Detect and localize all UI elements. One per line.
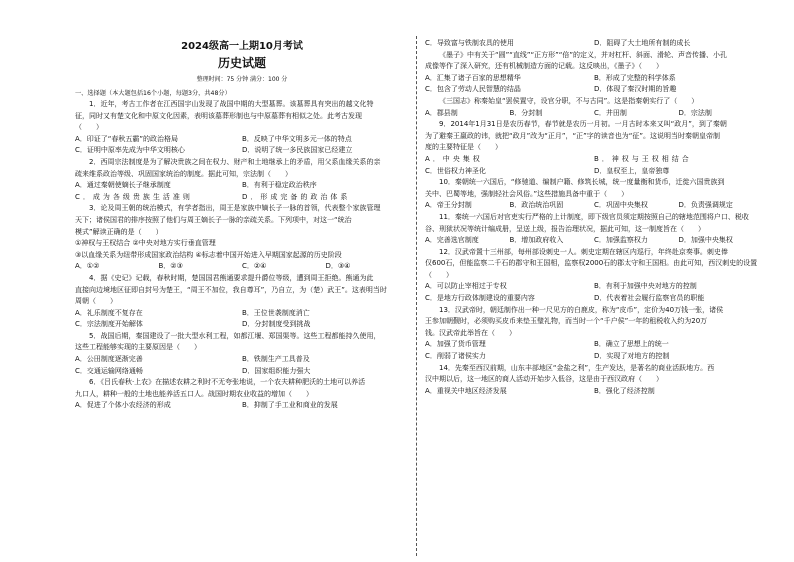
q7-line: 《墨子》中有关于“圆”“直线”“正方形”“倍”的定义，并对杠杆、斜面、滑轮、声音传播、小孔 <box>439 50 728 59</box>
q1-line: 1．近年，考古工作者在江西国宇山发现了战国中期的大型墓葬。该墓葬具有突出的越文化特 <box>89 100 374 108</box>
q6-line: 6．《吕氏春秋·上农》在描述农耕之利时不无夸张地说，一个农夫耕种肥沃的土地可以养活 <box>89 378 366 387</box>
option: D．宗法制 <box>678 108 712 117</box>
q12-line: 仅600石，但能监察二千石的郡守和王国相，监察权2000石的郡太守和王国相。由此可知，西汉刺史的设置 <box>425 259 758 268</box>
option: D．代表着社会履行监察官员的职能 <box>594 294 705 303</box>
section-heading: 一、选择题（本大题包括16个小题，每题3分，共48分） <box>75 90 231 97</box>
q1-options <box>75 134 409 146</box>
q9-line: 为了避秦王嬴政的讳，就把“政月”改为“正月”，“正”字的读音也为“征”。这说明当时秦朝皇帝制 <box>425 131 721 140</box>
option: A．重视关中地区经济发展 <box>425 386 507 395</box>
option: C．世俗权力神圣化 <box>425 166 486 175</box>
q3-options <box>75 261 409 273</box>
option: B．增加政府收入 <box>509 236 564 245</box>
q3-item: ③以血缘关系为纽带形成国家政治结构 ④标志着中国开始进入早期国家起源的历史阶段 <box>75 250 342 259</box>
option: C．巩固中央集权 <box>594 201 648 210</box>
q13-line: 王参加朝觐时，必须购买皮币来垫玉璧礼物，而当时一个“千户侯”一年的租税收入约为20万 <box>425 317 708 326</box>
option: D．形成完备的政治体系 <box>242 192 351 201</box>
option: C．②④ <box>242 262 267 271</box>
q13-line: 13．汉武帝时，朝廷制作出一种一尺见方的白鹿皮，称为“皮币”，定价为40万钱一张，诸侯 <box>439 305 724 314</box>
option: B．抑制了手工业和商业的发展 <box>242 401 338 410</box>
q1-options <box>75 145 409 157</box>
q6-line: 九口人，耕种一般的土地也能养活五口人。战国时期农业收益的增加（ ） <box>75 389 313 398</box>
option: C．井田制 <box>594 108 627 117</box>
option: A．中央集权 <box>425 154 483 163</box>
q10-options <box>425 200 763 212</box>
q4-line: 4．据《史记》记载，春秋时期，楚国国君熊通要求提升爵位等级，遭到周王拒绝。熊通为此 <box>89 273 374 282</box>
subject-title: 历史试题 <box>217 56 266 70</box>
option: C．成为各级贵族生活准则 <box>75 192 193 201</box>
q7-options <box>425 84 763 96</box>
q3-line: 3．论及周王朝的统治模式，有学者指出，周王是家族中嫡长子一脉的首领，代表整个家族管理 <box>89 204 381 213</box>
q14-line: 14．先秦至西汉前期，山东丰部地区“金盐之利”，生产发达，是著名的商业活跃地方。西 <box>439 363 715 372</box>
option: B．确立了思想上的统一 <box>594 340 669 349</box>
option: D．国家组织能力强大 <box>242 366 311 375</box>
option: C．加强监察权力 <box>594 236 648 245</box>
option: C．是地方行政体制建设的重要内容 <box>425 294 535 303</box>
option: C．导致富与铁制农具的使用 <box>425 39 514 47</box>
option: D．皇权至上，皇帝独尊 <box>594 166 670 175</box>
q3-item: ①神权与王权结合 ②中央对地方实行垂直管理 <box>75 239 216 248</box>
q1-line: 征，同时又有楚文化和中原文化因素，表明该墓葬形制也与中原墓葬有相似之处。此考古发现 <box>75 111 362 120</box>
option: A．①② <box>75 262 100 271</box>
q4-options <box>75 319 409 331</box>
q3-line: 模式”解读正确的是（ ） <box>75 227 163 236</box>
q10-line: 关中、巴蜀等地，强制轻社会风俗。”这些措施具备中重于（ ） <box>425 189 629 198</box>
option: D．说明了统一多民族国家已经建立 <box>242 146 353 155</box>
q2-options <box>75 192 409 204</box>
option: B．铁制生产工具普及 <box>242 355 310 364</box>
q4-line: 周朝（ ） <box>75 297 117 306</box>
q9-line: 9．2014年1月31日是农历春节，春节就是农历一月初。一月古时本来又叫“政月”，到了秦朝 <box>439 120 727 129</box>
q12-line: （ ） <box>425 270 453 279</box>
q10-line: 10．秦朝统一六国后，“修驰道、编制户籍、修筑长城，统一度量衡和货币，迁徙六国贵族到 <box>439 178 725 187</box>
option: A．郡县制 <box>425 108 458 117</box>
q9-options <box>425 166 763 178</box>
option: D．加强中央集权 <box>678 236 733 245</box>
option: A．汇集了诸子百家的思想精华 <box>425 73 521 82</box>
q1-line: （ ） <box>75 123 103 132</box>
right-column <box>425 38 763 397</box>
q12-line: 12．汉武帝置十三州部，每州部设刺史一人。刺史定期在辖区内巡行，年终赴京奏事。刺史俸 <box>439 247 728 256</box>
q6-options <box>425 38 763 50</box>
option: B．神权与王权相结合 <box>594 154 692 163</box>
q2-line: 2．西周宗法制度是为了解决贵族之间在权力、财产和土地继承上的矛盾，用父系血缘关系的亲 <box>89 157 381 166</box>
option: A．促进了个体小农经济的形成 <box>75 401 171 410</box>
q12-options <box>425 293 763 305</box>
option: C．证明中原率先成为中华文明核心 <box>75 146 185 155</box>
column-divider <box>416 36 417 556</box>
option: A．加强了货币管理 <box>425 340 486 349</box>
q13-options <box>425 351 763 363</box>
option: B．王位世袭制度消亡 <box>242 308 310 317</box>
q11-line: 谷、刑狱状况等统计编成册，呈送上级，报告治理状况，据此可知，这一制度旨在（ ） <box>425 224 705 233</box>
q7-line: 成像等作了深入研究，还有机械制造方面的记载。这反映出，《墨子》（ ） <box>425 62 663 71</box>
option: D．③④ <box>325 262 351 271</box>
q13-line: 钱。汉武帝此举旨在（ ） <box>425 328 516 337</box>
option: D．负责强调规定 <box>678 201 733 210</box>
option: C．包含了劳动人民智慧的结晶 <box>425 85 521 94</box>
option: D．实现了对地方的控制 <box>594 352 670 361</box>
option: D．阻碍了大土地所有制的成长 <box>594 39 691 47</box>
option: A．印证了“春秋五霸”的政治格局 <box>75 134 179 143</box>
q14-line: 汉中期以后，这一地区的商人活动开始步入低谷，这是由于西汉政府（ ） <box>425 375 663 384</box>
q2-options <box>75 180 409 192</box>
q6-options <box>75 400 409 412</box>
q11-line: 11．秦统一六国后对官吏实行严格的上计制度，即下级官员须定期按照自己的辖地范围将户口、税收 <box>439 212 749 221</box>
option: D．体现了秦汉时期的旨趣 <box>594 85 677 94</box>
q12-options <box>425 281 763 293</box>
q5-options <box>75 354 409 366</box>
q9-options <box>425 154 763 166</box>
option: B．反映了中华文明多元一体的特点 <box>242 134 352 143</box>
q5-line: 5．战国后期，秦国建设了一批大型水利工程，如都江堰、郑国渠等。这些工程都能持久使用， <box>89 331 381 340</box>
q5-line: 这些工程能够实现的主要原因是（ ） <box>75 343 201 352</box>
option: A．礼乐制度不复存在 <box>75 308 143 317</box>
q11-options <box>425 235 763 247</box>
left-column <box>75 38 409 412</box>
q4-options <box>75 308 409 320</box>
q8-line: 《三国志》称秦始皇“罢侯置守，设官分职，不与古同”。这是指秦朝实行了（ ） <box>439 96 699 105</box>
q2-line: 疏来维系政治等级、巩固国家统治的制度。据此可知，宗法制（ ） <box>75 169 292 178</box>
q7-options <box>425 73 763 85</box>
option: A．帝王分封制 <box>425 201 472 210</box>
q14-options <box>425 386 763 398</box>
option: B．形成了完整的科学体系 <box>594 73 676 82</box>
q5-options <box>75 366 409 378</box>
option: B．有利于加强中央对地方的控制 <box>594 282 697 291</box>
option: A．公田制度逐渐完善 <box>75 355 143 364</box>
exam-title: 2024级高一上期10月考试 <box>181 41 303 52</box>
option: B．强化了经济控制 <box>594 386 655 395</box>
exam-meta: 整理时间：75 分钟 满分：100 分 <box>196 76 288 83</box>
q13-options <box>425 339 763 351</box>
option: C．宗法制度开始解体 <box>75 320 143 329</box>
option: D．分封制度受到挑战 <box>242 320 311 329</box>
q9-line: 度的主要特征是（ ） <box>425 143 502 152</box>
q3-line: 天下；诸侯国君的排序按照了他们与周王嫡长子一脉的亲疏关系。下列项中，对这一“统治 <box>75 215 352 224</box>
option: B．分封制 <box>509 108 543 117</box>
q4-line: 直接向边境地区征即自封号为楚王，“周王不加位，我自尊耳”，乃自立，为（楚）武王”。这表明当时 <box>75 285 387 294</box>
q8-options <box>425 108 763 120</box>
option: C．削弱了诸侯实力 <box>425 352 486 361</box>
option: B．有利于稳定政治秩序 <box>242 181 317 190</box>
option: B．政治统治巩固 <box>509 201 564 210</box>
option: A．通过秦朝使嫡长子继承制度 <box>75 181 171 190</box>
option: A．可以防止宰相过于专权 <box>425 282 507 291</box>
option: B．②③ <box>158 262 183 271</box>
option: C．交通运输网络通畅 <box>75 366 143 375</box>
option: A．完善选官制度 <box>425 236 479 245</box>
